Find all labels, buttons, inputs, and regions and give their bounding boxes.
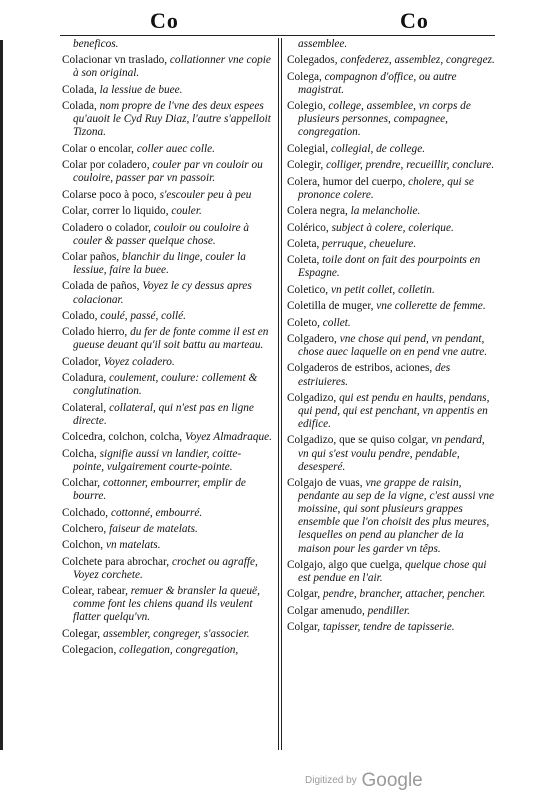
dictionary-entry: Colcedra, colchon, colcha, Voyez Almadraque. <box>62 431 272 444</box>
dictionary-entry: Coletico, vn petit collet, colletin. <box>287 283 435 296</box>
dictionary-entry: Colera, humor del cuerpo, cholere, qui se prononce colere. <box>287 175 474 201</box>
dictionary-entry: Colegio, college, assemblee, vn corps de plusieurs personnes, compagnee, congregation. <box>287 100 471 139</box>
right-column <box>287 38 497 638</box>
dictionary-entry: Coladura, coulement, coulure: collement & conglutination. <box>62 372 258 398</box>
dictionary-entry: Colera negra, la melancholie. <box>287 205 421 218</box>
dictionary-entry: Colacionar vn traslado, collationner vne copie à son original. <box>62 54 271 80</box>
left-column <box>62 38 272 661</box>
dictionary-entry: Colegir, colliger, prendre, recueillir, conclure. <box>287 159 495 172</box>
scan-edge-mark <box>0 40 7 750</box>
dictionary-entry: Colar por coladero, couler par vn couloir ou couloire, passer par vn passoir. <box>62 159 263 185</box>
dictionary-entry: Colarse poco à poco, s'escouler peu à peu <box>62 188 252 201</box>
dictionary-entry: Coladero o colador, couloir ou couloire à couler & passer quelque chose. <box>62 221 250 247</box>
dictionary-entry: Colgadizo, qui est pendu en haults, pendans, qui pend, qui est penchant, vn appentis en edifice. <box>287 391 490 431</box>
dictionary-entry: Colada de paños, Voyez le cy dessus apres colacionar. <box>62 280 252 306</box>
dictionary-entry: Colgadizo, que se quiso colgar, vn pendard, vn qui s'est voulu pendre, pendable, desesperé. <box>287 434 485 473</box>
dictionary-entry: Coleta, perruque, cheuelure. <box>287 237 417 250</box>
dictionary-entry: Colcha, signifie aussi vn landier, coitte-pointe, vulgairement courte-pointe. <box>62 447 242 473</box>
dictionary-entry: Colgar, tapisser, tendre de tapisserie. <box>287 621 455 634</box>
dictionary-entry: Colgadero, vne chose qui pend, vn pendant, chose auec laquelle on en pend vne autre. <box>287 332 488 359</box>
dictionary-entry: Colgajo de vuas, vne grappe de raisin, pendante au sep de la vigne, c'est aussi vne moissine, qui sont plusieurs grappes ensemble que l'on choisit des plus meures, lesquelles on pend au plancher de la maison pour les garder vn têps. <box>287 477 494 555</box>
dictionary-entry: Colegar, assembler, congreger, s'associer. <box>62 627 250 640</box>
running-header-right: Co <box>400 8 429 33</box>
dictionary-entry: Colega, compagnon d'office, ou autre magistrat. <box>287 70 457 96</box>
dictionary-entry: Colegacion, collegation, congregation, <box>62 644 239 657</box>
dictionary-entry: beneficos. <box>73 38 119 50</box>
dictionary-entry: Colada, nom propre de l'vne des deux espees qu'auoit le Cyd Ruy Diaz, l'autre s'appelloit Tizona. <box>62 100 271 139</box>
dictionary-entry: Colador, Voyez coladero. <box>62 355 175 368</box>
dictionary-entry: Colgajo, algo que cuelga, quelque chose qui est pendue en l'air. <box>287 558 487 585</box>
dictionary-entry: Colar paños, blanchir du linge, couler la lessiue, faire la buee. <box>62 250 246 277</box>
dictionary-entry: Colado, coulé, passé, collé. <box>62 309 186 322</box>
dictionary-entry: Colchado, cottonné, embourré. <box>62 506 203 519</box>
dictionary-entry: Colegados, confederez, assemblez, congregez. <box>287 54 495 67</box>
dictionary-entry: Colada, la lessiue de buee. <box>62 83 183 96</box>
dictionary-entry: Colegial, collegial, de college. <box>287 142 426 155</box>
column-divider <box>278 38 282 750</box>
dictionary-entry: Coletilla de muger, vne collerette de femme. <box>287 300 486 313</box>
dictionary-entry: Colchon, vn matelats. <box>62 539 161 552</box>
dictionary-entry: Colchar, cottonner, embourrer, emplir de bourre. <box>62 477 246 503</box>
running-header-left: Co <box>150 8 179 33</box>
dictionary-entry: Colérico, subject à colere, colerique. <box>287 221 454 234</box>
dictionary-entry: Colado hierro, du fer de fonte comme il est en gueuse deuant qu'il soit battu au marteau. <box>62 326 269 352</box>
dictionary-entry: assemblee. <box>298 38 348 50</box>
dictionary-entry: Colgar, pendre, brancher, attacher, pencher. <box>287 588 486 601</box>
dictionary-entry: Colchete para abrochar, crochet ou agraffe, Voyez corchete. <box>62 555 258 581</box>
dictionary-entry: Coleta, toile dont on fait des pourpoints en Espagne. <box>287 254 481 280</box>
dictionary-entry: Coleto, collet. <box>287 316 351 329</box>
dictionary-entry: Colgar amenudo, pendiller. <box>287 604 410 617</box>
header-rule <box>60 35 495 36</box>
digitized-by-label: Digitized by <box>305 775 357 786</box>
google-wordmark: Google <box>361 770 423 791</box>
dictionary-entry: Colateral, collateral, qui n'est pas en ligne directe. <box>62 401 254 427</box>
dictionary-entry: Colear, rabear, remuer & bransler la queuë, comme font les chiens quand ils veulent flatter quelqu'vn. <box>62 585 260 624</box>
dictionary-entry: Colchero, faiseur de matelats. <box>62 522 198 535</box>
dictionary-entry: Colar, correr lo liquido, couler. <box>62 205 202 218</box>
dictionary-entry: Colar o encolar, coller auec colle. <box>62 142 215 155</box>
digitization-watermark <box>305 770 423 792</box>
dictionary-entry: Colgaderos de estribos, aciones, des estriuieres. <box>287 362 451 388</box>
